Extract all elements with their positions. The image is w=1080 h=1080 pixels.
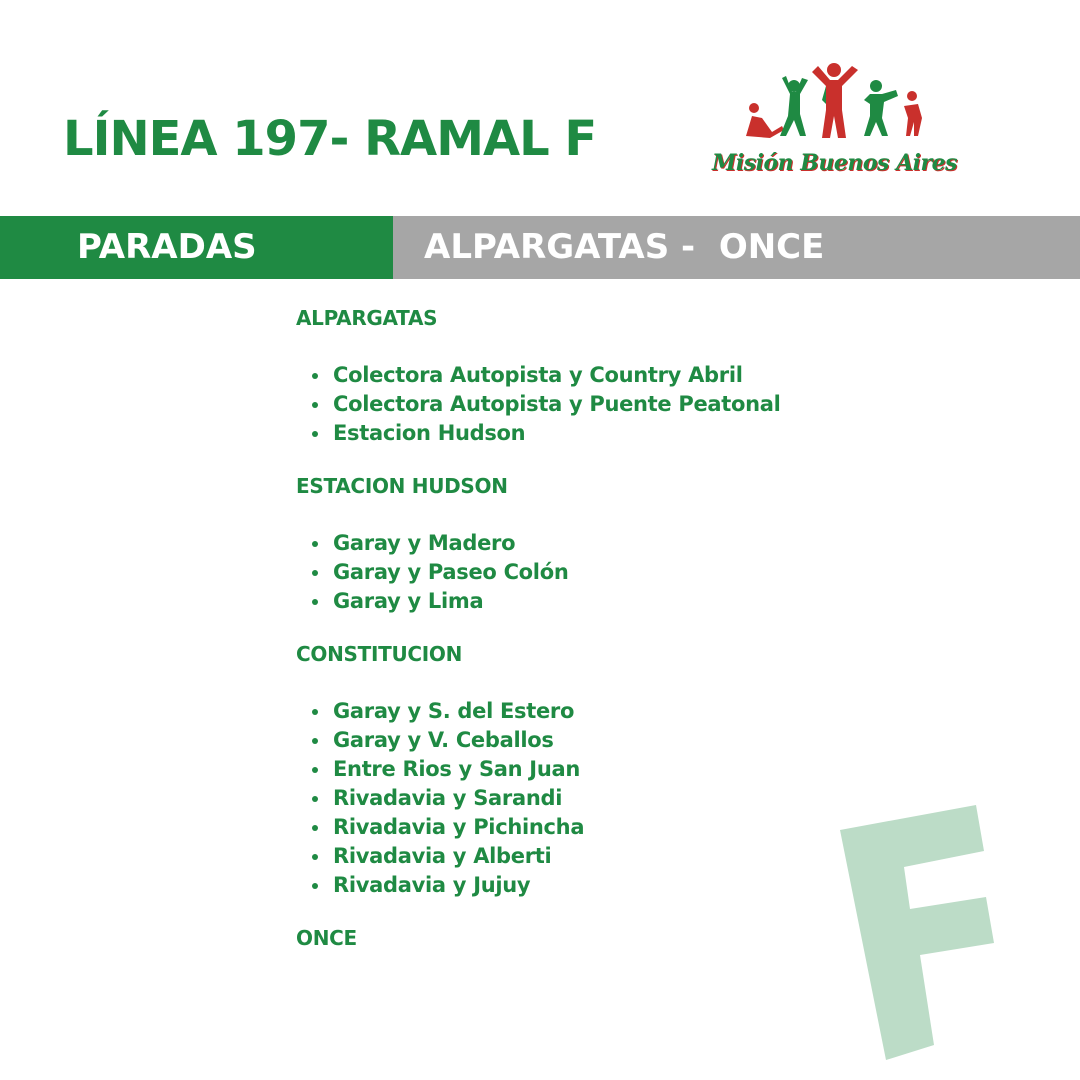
stop-item: Garay y S. del Estero [296,697,896,726]
stops-list [296,303,896,981]
section-title: ALPARGATAS [296,306,438,330]
stop-item: Colectora Autopista y Country Abril [296,361,896,390]
section-once [296,923,896,953]
stop-item: Garay y Lima [296,587,896,616]
stop-item: Estacion Hudson [296,419,896,448]
stop-item: Garay y V. Ceballos [296,726,896,755]
route-label: ALPARGATAS - ONCE [424,227,825,267]
section-title: ONCE [296,926,357,950]
paradas-banner [0,216,393,279]
stop-item: Colectora Autopista y Puente Peatonal [296,390,896,419]
section-constitucion [296,639,896,900]
page-title: LÍNEA 197- RAMAL F [63,111,597,167]
logo-wordmark: Misión Buenos Aires [712,150,957,176]
route-banner [393,216,1080,279]
stop-item: Garay y Madero [296,529,896,558]
section-estacion-hudson [296,471,896,616]
mision-buenos-aires-logo [712,60,968,184]
section-alpargatas [296,303,896,448]
stop-item: Entre Rios y San Juan [296,755,896,784]
people-figures-icon [742,60,932,140]
paradas-label: PARADAS [77,227,257,267]
stop-item: Rivadavia y Alberti [296,842,896,871]
section-title: ESTACION HUDSON [296,474,508,498]
stop-item: Rivadavia y Pichincha [296,813,896,842]
f-letter-watermark-icon [840,805,1000,1065]
stop-item: Rivadavia y Jujuy [296,871,896,900]
stop-item: Garay y Paseo Colón [296,558,896,587]
stop-item: Rivadavia y Sarandi [296,784,896,813]
section-bar [0,216,1080,279]
section-title: CONSTITUCION [296,642,463,666]
